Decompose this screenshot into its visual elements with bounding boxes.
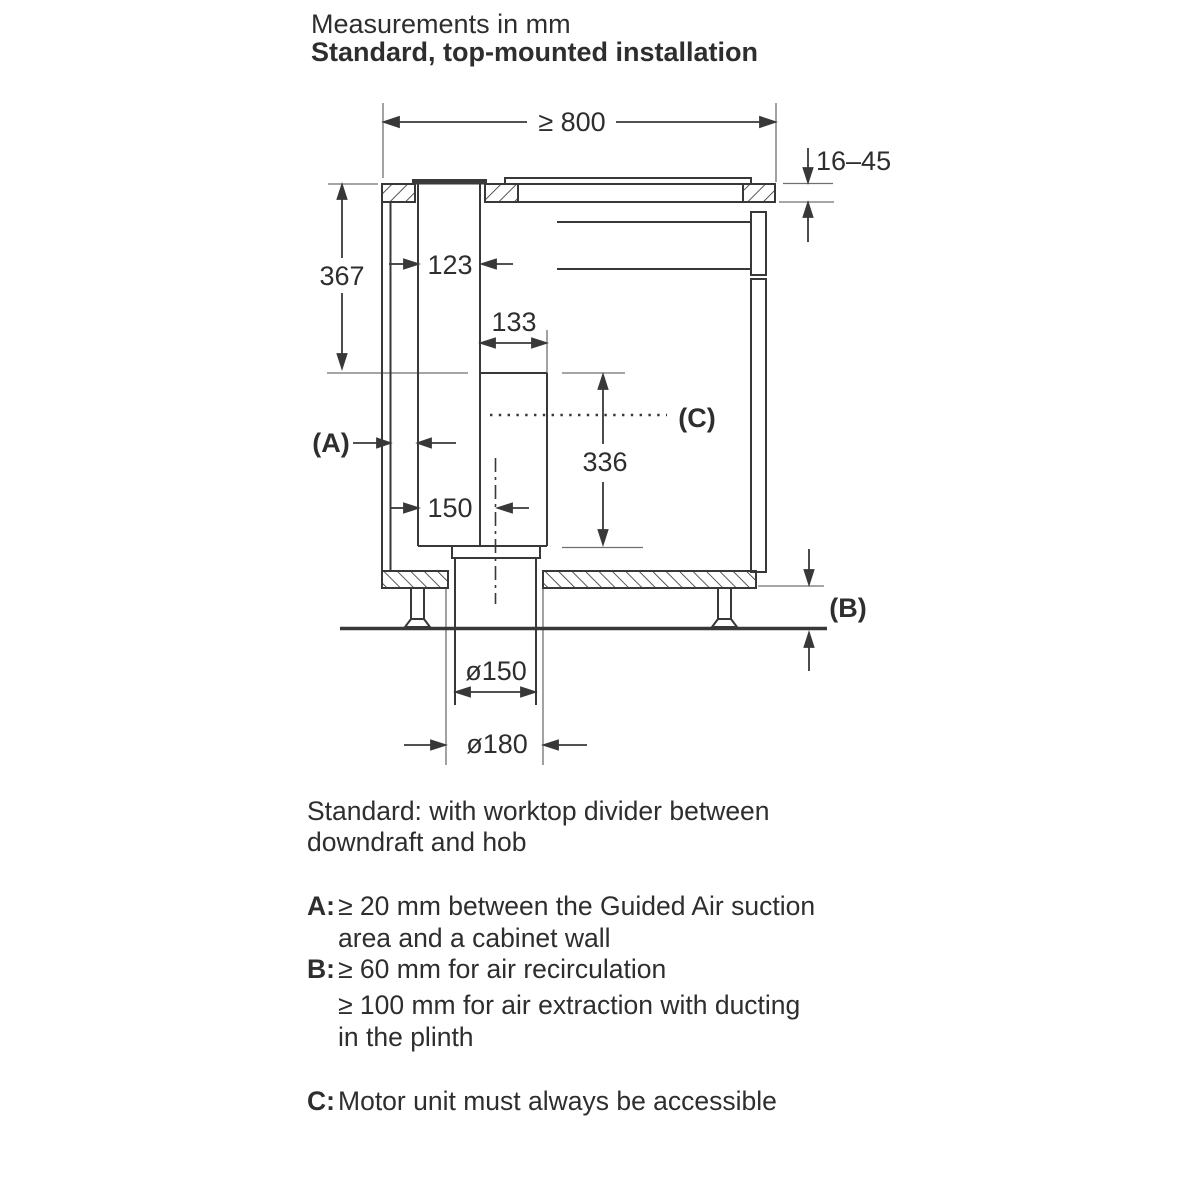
dimension-lines bbox=[338, 117, 814, 750]
note-extraction-line1: ≥ 100 mm for air extraction with ducting bbox=[338, 990, 801, 1020]
note-b bbox=[307, 954, 666, 984]
note-intro-line2: downdraft and hob bbox=[307, 827, 527, 857]
cabinet-bottom-left bbox=[382, 571, 448, 588]
worktop-under-hob bbox=[518, 184, 743, 202]
hole-diameter-label: ø180 bbox=[466, 729, 528, 759]
chimney-to-center-label: 150 bbox=[427, 493, 473, 523]
ref-a-label: (A) bbox=[312, 428, 350, 458]
downdraft-chimney bbox=[412, 179, 547, 546]
page-title: Standard, top-mounted installation bbox=[311, 37, 758, 67]
overall-width-label: ≥ 800 bbox=[538, 107, 606, 137]
note-extraction-line2: in the plinth bbox=[338, 1022, 474, 1052]
chimney-width-label: 123 bbox=[427, 250, 473, 280]
worktop-cut-middle bbox=[485, 184, 518, 202]
pointer-b bbox=[805, 549, 814, 671]
motor-unit bbox=[480, 373, 547, 546]
note-c bbox=[307, 1086, 777, 1116]
hob-body-right-cap bbox=[751, 212, 766, 275]
note-b-key: B: bbox=[307, 954, 335, 984]
duct-diameter-label: ø150 bbox=[465, 656, 527, 686]
worktop-thickness-label: 16–45 bbox=[816, 146, 892, 176]
ref-c-label: (C) bbox=[678, 403, 716, 433]
chimney-top-cap bbox=[412, 179, 487, 185]
motor-width-label: 133 bbox=[491, 307, 537, 337]
note-a-line2: area and a cabinet wall bbox=[338, 923, 611, 953]
cabinet-structure bbox=[340, 178, 827, 705]
pointer-a bbox=[353, 439, 456, 448]
note-intro-line1: Standard: with worktop divider between bbox=[307, 796, 770, 826]
dim-worktop-thickness bbox=[804, 148, 813, 242]
worktop-cut-right bbox=[743, 184, 775, 202]
note-a bbox=[307, 891, 815, 921]
note-a-text: ≥ 20 mm between the Guided Air suction bbox=[338, 891, 816, 921]
cabinet-left-wall bbox=[382, 202, 391, 571]
worktop-cut-left bbox=[382, 184, 415, 202]
page-subtitle: Measurements in mm bbox=[311, 9, 571, 39]
cabinet-bottom-right bbox=[543, 571, 756, 588]
note-c-text: Motor unit must always be accessible bbox=[338, 1086, 777, 1116]
dim-duct-diameter bbox=[456, 688, 535, 697]
dim-motor-width bbox=[481, 339, 546, 348]
note-a-key: A: bbox=[307, 891, 335, 921]
cabinet-right-wall bbox=[751, 279, 766, 572]
motor-height-label: 336 bbox=[582, 447, 628, 477]
note-b-text: ≥ 60 mm for air recirculation bbox=[338, 954, 667, 984]
suction-height-label: 367 bbox=[319, 261, 365, 291]
note-c-key: C: bbox=[307, 1086, 335, 1116]
hob-body bbox=[557, 212, 766, 275]
hob-glass-top bbox=[505, 178, 751, 184]
cabinet-foot-left bbox=[405, 588, 430, 627]
cabinet-foot-right bbox=[712, 588, 737, 627]
ref-b-label: (B) bbox=[829, 593, 867, 623]
